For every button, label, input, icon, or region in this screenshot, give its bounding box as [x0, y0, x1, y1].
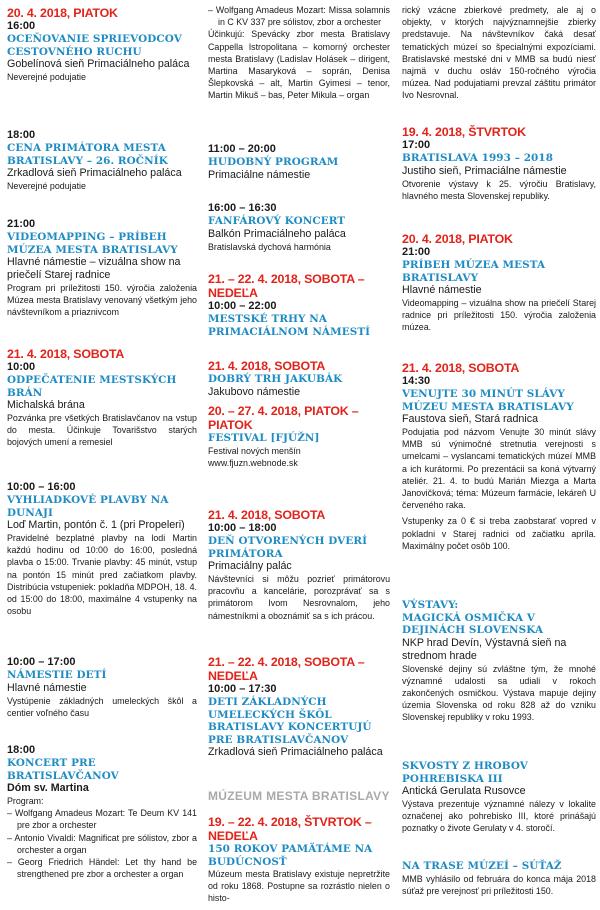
event-title: ODPEČATENIE MESTSKÝCH BRÁN	[7, 374, 177, 399]
event-note: Návštevníci si môžu pozrieť primátorovu pracovňu a kancelárie, porozprávať sa s primátorom Ivom Nesrovnalom, jeho námestníkmi a oboznámiť sa s ich prácou.	[208, 574, 390, 621]
event-title: VIDEOMAPPING – PRÍBEH MÚZEA MESTA BRATISLAVY	[7, 231, 178, 256]
event-title: DEŇ OTVORENÝCH DVERÍ PRIMÁTORA	[208, 535, 368, 560]
event-place: Jakubovo námestie	[208, 385, 301, 398]
exhibitions-label: VÝSTAVY:	[402, 599, 459, 611]
program-item: – Wolfgang Amadeus Mozart: Te Deum KV 141 pre zbor a orchester	[7, 808, 197, 831]
event-place: Balkón Primaciálneho paláca	[208, 227, 346, 240]
event-note: Videomapping – vizuálna show na priečelí Starej radnice pri príležitosti 150. výročia založenia múzea.	[402, 298, 596, 333]
event-date: 21. 4. 2018, SOBOTA	[402, 361, 520, 375]
event-place: Antická Gerulata Rusovce	[402, 785, 526, 797]
event-time: 14:30	[402, 375, 431, 387]
event-date: 19. – 22. 4. 2018, ŠTVRTOK – NEDEĽA	[208, 815, 372, 843]
event-note: MMB vyhlásilo od februára do konca mája 2018 súťaž pre verejnosť pri príležitosti 150.	[402, 873, 596, 896]
event-place: Faustova sieň, Stará radnica	[402, 413, 539, 425]
event-card	[402, 232, 596, 334]
performers: Účinkujú: Spevácky zbor mesta Bratislavy Cappella Istropolitana – komorný orchester mesta Bratislavy (Ladislav Holásek – dirigent, Martina Masaryková – soprán, Denisa Šlepkovská – alt, Martin Gyimesi – tenor, Martin Mikuš – bas, Peter Mikula – organ	[208, 29, 390, 101]
event-time: 18:00	[7, 129, 36, 141]
event-card	[402, 760, 596, 835]
event-time: 10:00 – 17:30	[208, 683, 277, 695]
event-date: 20. 4. 2018, PIATOK	[402, 232, 513, 246]
event-title: VENUJTE 30 MINÚT SLÁVY MÚZEU MESTA BRATISLAVY	[402, 388, 574, 413]
event-place: Michalská brána	[7, 399, 85, 411]
event-title: DOBRÝ TRH JAKUBÁK	[208, 373, 343, 385]
event-card	[208, 202, 390, 253]
event-note: Slovenské dejiny sú zvláštne tým, že mnohé významné udalosti sa udiali v rokoch zakončených osmičkou. Výstava mapuje dejiny územia Slovenska od roku 828 až do vzniku Slovenskej republiky v roku 1993.	[402, 663, 596, 723]
event-card	[7, 6, 197, 83]
event-date: 21. 4. 2018, SOBOTA	[7, 347, 125, 361]
event-time: 11:00 – 20:00	[208, 143, 276, 155]
event-note: Vystúpenie základných umeleckých škôl a centier voľného času	[7, 695, 197, 718]
program-item: – Georg Friedrich Händel: Let thy hand be strengthened pre zbor a orchester a organ	[7, 857, 197, 880]
event-title: FANFÁROVÝ KONCERT	[208, 215, 346, 227]
event-card	[208, 272, 390, 338]
event-title: CENA PRIMÁTORA MESTA BRATISLAVY – 26. ROČNÍK	[7, 142, 168, 167]
event-place: Hlavné námestie – vizuálna show na priečelí Starej radnice	[7, 256, 181, 281]
event-note: Pozvánka pre všetkých Bratislavčanov na vstup do mesta. Účinkuje Tovarišstvo starých bojových umení a remesiel	[7, 413, 197, 448]
event-place: Primaciálne námestie	[208, 168, 311, 181]
program-item: – Antonio Vivaldi: Magnificat pre sólistov, zbor a orchester a organ	[7, 832, 197, 855]
event-time: 21:00	[402, 246, 431, 258]
event-title: 150 ROKOV PAMÄTÁME NA BUDÚCNOSŤ	[208, 843, 373, 868]
event-card	[208, 508, 390, 622]
event-place: NKP hrad Devín, Výstavná sieň na strednom hrade	[402, 636, 567, 662]
museum-heading: MÚZEUM MESTA BRATISLAVY	[208, 789, 390, 803]
event-place: Primaciálny palác	[208, 560, 292, 572]
event-time: 10:00 – 16:00	[7, 481, 76, 493]
event-title: PRÍBEH MÚZEA MESTA BRATISLAVY	[402, 259, 546, 284]
event-time: 16:00	[7, 20, 36, 32]
event-time: 21:00	[7, 218, 36, 230]
event-note: Otvorenie výstavy k 25. výročiu Bratislavy, hlavného mesta Slovenskej republiky.	[402, 178, 596, 201]
event-card	[208, 815, 390, 905]
program-label: Program:	[7, 796, 44, 806]
event-card	[402, 599, 596, 724]
event-date: 19. 4. 2018, ŠTVRTOK	[402, 125, 526, 139]
event-note: Pravidelné bezplatné plavby na lodi Martin každú hodinu od 10:00 do 16:00, posledná plavba o 15:00. Trvanie plavby: 45 minút, vstup na pontón 15 minút pred začiatkom plavby. Distribúcia vstupeniek: pokladňa MDPOH, 18. 4. od 15:00 do 18:00, maximálne 4 vstupenky na osobu	[7, 533, 197, 617]
event-note: Podujatia pod názvom Venujte 30 minút slávy MMB sú výnimočné stretnutia verejnosti s umelcami – vyslancami tematických múzeí MMB a ich kurátormi. Po prezentácii sa koná výtvarný ateliér. 21. 4. to budú Marián Miezga a Marta Janovičková; téma: Múzeum farmácie, lekáreň U červeného raka.	[402, 427, 596, 511]
event-time: 17:00	[402, 139, 431, 151]
event-title: HUDOBNÝ PROGRAM	[208, 156, 339, 168]
event-place: Zrkadlová sieň Primaciálneho paláca	[7, 167, 182, 179]
event-title: DETI ZÁKLADNÝCH UMELECKÝCH ŠKÔL BRATISLAVY KONCERTUJÚ PRE BRATISLAVČANOV	[208, 696, 372, 746]
event-title: OCEŇOVANIE SPRIEVODCOV CESTOVNÉHO RUCHU	[7, 33, 182, 58]
event-card	[7, 744, 197, 880]
event-title: NA TRASE MÚZEÍ – SÚŤAŽ	[402, 860, 562, 872]
event-title: FESTIVAL [FJÚŽN]	[208, 432, 320, 444]
event-time: 18:00	[7, 744, 36, 756]
event-note: Vstupenky za 0 € si treba zaobstarať vopred v pokladni v Starej radnici od začiatku apríla. Maximálny počet osôb 100.	[402, 516, 596, 551]
event-card	[7, 218, 197, 319]
event-card	[7, 347, 197, 449]
event-time: 10:00 – 17:00	[7, 656, 76, 668]
event-card	[7, 656, 197, 719]
event-date: 21. 4. 2018, SOBOTA	[208, 508, 326, 522]
event-note: Múzeum mesta Bratislavy existuje nepretržite od roku 1868. Postupne sa rozrástlo nielen o histo-	[208, 869, 390, 904]
event-card	[402, 860, 596, 897]
continued-text: rický vzácne zbierkové predmety, ale aj o objekty, v ktorých najvýznamnejšie zbierky predstavuje. Na návštevníkov čaká desať tematických múzeí so špecialnými expozíciami. Bratislavské mestské dni v MMB sa budú niesť najmä v duchu osláv 150-ročného výročia múzea. Nad podujatiami prevzal záštitu primátor Ivo Nesrovnal.	[402, 5, 596, 101]
event-title: BRATISLAVA 1993 – 2018	[402, 152, 554, 164]
event-place: Hlavné námestie	[7, 681, 87, 694]
event-card	[208, 143, 390, 182]
event-title: NÁMESTIE DETÍ	[7, 669, 107, 681]
event-card	[208, 359, 390, 399]
event-card	[208, 655, 390, 759]
festival-link[interactable]: www.fjuzn.webnode.sk	[208, 457, 298, 468]
event-date: 21. – 22. 4. 2018, SOBOTA – NEDEĽA	[208, 655, 365, 683]
event-date: 21. – 22. 4. 2018, SOBOTA – NEDEĽA	[208, 272, 365, 300]
event-note: Bratislavská dychová harmónia	[208, 241, 331, 252]
event-title: SKVOSTY Z HROBOV POHREBISKA III	[402, 760, 528, 785]
event-note: Festival nových menšín	[208, 445, 301, 456]
event-title: VYHLIADKOVÉ PLAVBY NA DUNAJI	[7, 494, 169, 519]
event-place: Justiho sieň, Primaciálne námestie	[402, 164, 567, 177]
program-list	[7, 807, 197, 880]
event-place: Zrkadlová sieň Primaciálneho paláca	[208, 746, 383, 758]
program-item: – Wolfgang Amadeus Mozart: Missa solamnis in C KV 337 pre sólistov, zbor a orchester	[208, 5, 390, 28]
event-card	[402, 361, 596, 552]
event-time: 16:00 – 16:30	[208, 202, 277, 214]
event-place: Dóm sv. Martina	[7, 782, 89, 794]
event-note: Výstava prezentuje významné nálezy v lokalite označenej ako pohrebisko III, ktoré prinášajú poznatky o živote Gerulaty v 4. storočí.	[402, 799, 596, 834]
continued-program	[208, 4, 390, 102]
event-card	[208, 404, 390, 469]
event-place: Loď Martin, pontón č. 1 (pri Propeleri)	[7, 519, 185, 531]
event-time: 10:00 – 18:00	[208, 522, 277, 534]
event-place: Hlavné námestie	[402, 284, 482, 296]
event-note: Neverejné podujatie	[7, 72, 86, 82]
event-note: Neverejné podujatie	[7, 181, 86, 191]
event-note: Program pri príležitosti 150. výročia založenia Múzea mesta Bratislavy venovaný všetkým jeho návštevníkom a priaznivcom	[7, 283, 197, 318]
event-title: KONCERT PRE BRATISLAVČANOV	[7, 757, 119, 782]
event-date: 20. 4. 2018, PIATOK	[7, 6, 118, 20]
event-date: 20. – 27. 4. 2018, PIATOK – PIATOK	[208, 404, 359, 432]
event-title: MAGICKÁ OSMIČKA V DEJINÁCH SLOVENSKA	[402, 611, 544, 636]
event-card	[7, 129, 197, 192]
event-title: MESTSKÉ TRHY NA PRIMACIÁLNOM NÁMESTÍ	[208, 313, 371, 338]
event-card	[402, 125, 596, 202]
event-card	[7, 481, 197, 617]
event-date: 21. 4. 2018, SOBOTA	[208, 359, 326, 373]
event-time: 10:00	[7, 361, 36, 373]
event-place: Gobelínová sieň Primaciálneho paláca	[7, 58, 190, 70]
event-time: 10:00 – 22:00	[208, 300, 277, 312]
